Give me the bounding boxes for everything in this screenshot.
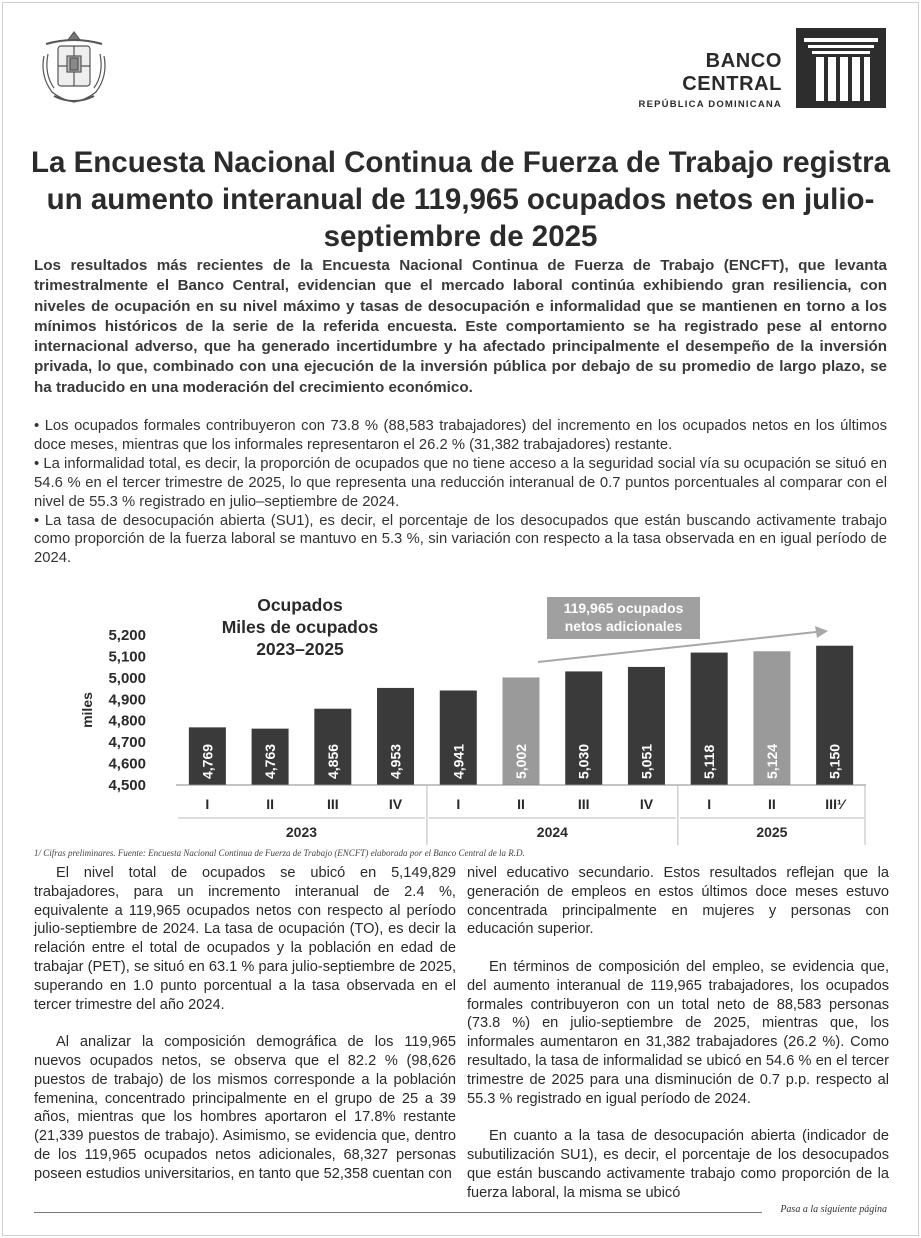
body-paragraph: El nivel total de ocupados se ubicó en 5,149,829 trabajadores, para un incremento interanual de 2.4 %, equivalente a 119,965 ocupados netos con respecto al período julio-septiembre de 2024. La tasa de ocupación (TO), es decir la relación entre el total de ocupados y la población en edad de trabajar (PET), se situó en 63.1 % para julio-septiembre de 2025, superando en 1.0 punto porcentual a la tasa observada en el tercer trimestre del año 2024. [34,865,456,1013]
bank-logo-icon [796,28,886,108]
x-category-label: II [768,796,776,812]
body-paragraph: Al analizar la composición demográfica de los 119,965 nuevos ocupados netos, se observa que el 82.2 % (98,626 puestos de trabajo) de los mismos corresponde a la población femenina, concentrado principalmente en el grupo de 25 a 39 años, mientras que los hombres aportaron el 17.8% restante (21,339 puestos de trabajo). Asimismo, se evidencia que, dentro de los 119,965 ocupados netos adicionales, 68,327 personas poseen estudios universitarios, en tanto que 52,358 cuentan con [34,1034,456,1182]
bullet-list [34,417,887,568]
headline: La Encuesta Nacional Continua de Fuerza de Trabajo registra un aumento interanual de 119,965 ocupados netos en julio-septiembre de 2025 [30,146,890,253]
bar-value-label: 4,856 [324,743,341,779]
bar-value-label: 5,150 [826,743,843,779]
x-category-label: I [205,796,210,812]
x-category-label: III [326,796,339,812]
body-column-right [467,864,889,1221]
body-column-left [34,864,456,1202]
chart-title-line: Miles de ocupados [221,617,379,637]
body-paragraph: nivel educativo secundario. Estos resultados reflejan que la generación de empleos en estos últimos doce meses estuvo concentrada principalmente en mujeres y personas con educación superior. [467,865,889,938]
bar-value-label: 4,769 [199,743,216,779]
y-tick-label: 4,700 [108,734,146,752]
coat-of-arms-icon [34,26,114,106]
y-tick-label: 5,200 [108,627,146,644]
chart-title-line: Ocupados [257,595,343,615]
lead-paragraph: Los resultados más recientes de la Encuesta Nacional Continua de Fuerza de Trabajo (ENCFT), que levanta trimestralmente el Banco Central, evidencian que el mercado laboral continúa exhibiendo gran resiliencia, con niveles de ocupación en su nivel máximo y tasas de desocupación e informalidad que se mantienen en torno a los mínimos históricos de la serie de la referida encuesta. Este comportamiento se ha registrado pese al entorno internacional adverso, que ha generado incertidumbre y ha afectado principalmente el desempeño de la inversión privada, lo que, combinado con una ejecución de la inversión pública por debajo de su promedio de largo plazo, se ha traducido en una moderación del crecimiento económico. [34,257,887,396]
body-paragraph: En términos de composición del empleo, se evidencia que, del aumento interanual de 119,965 trabajadores, los ocupados formales contribuyeron con un total neto de 88,583 personas (73.8 %) en julio-septiembre de 2025, mientras que, los informales aumentaron en 31,382 trabajadores (26.2 %). Como resultado, la tasa de informalidad se ubicó en 54.6 % en el tercer trimestre de 2025 para una disminución de 0.7 p.p. respecto al 55.3 % registrado en igual período de 2024. [467,958,889,1107]
chart-title-line: 2023–2025 [256,639,344,659]
y-axis-label: miles [79,692,95,728]
bottom-rule [34,1212,762,1213]
year-label: 2025 [756,824,788,840]
x-category-label: II [517,796,525,812]
bullet-item: • Los ocupados formales contribuyeron con 73.8 % (88,583 trabajadores) del incremento en los ocupados netos en los últimos doce meses, mientras que los informales representaron el 26.2 % (31,382 trabajadores) restante. [34,418,887,453]
bar-value-label: 5,002 [513,743,529,779]
y-tick-label: 4,800 [108,712,146,730]
continue-note: Pasa a la siguiente página [780,1204,887,1215]
body-paragraph: En cuanto a la tasa de desocupación abierta (indicador de subutilización SU1), es decir, el porcentaje de los desocupados que están buscando activamente trabajo como proporción de la fuerza laboral, la misma se ubicó [467,1128,889,1201]
bar-value-label: 5,118 [701,744,718,779]
chart-footnote: 1/ Cifras preliminares. Fuente: Encuesta Nacional Continua de Fuerza de Trabajo (ENCFT) elaborada por el Banco Central de la R.D. [34,848,525,858]
x-category-label: I [707,796,712,812]
x-category-label: I [456,796,461,812]
bar-value-label: 4,763 [262,743,279,779]
y-tick-label: 4,600 [108,755,146,773]
bar-value-label: 5,124 [763,743,780,779]
bank-wordmark [600,50,782,110]
year-label: 2024 [536,824,568,840]
employment-bar-chart [76,590,866,850]
y-tick-label: 5,000 [108,669,146,687]
x-category-label: III¹⁄ [825,796,844,812]
trend-arrow-head [815,626,828,638]
year-label: 2023 [285,824,318,840]
x-category-label: III [577,796,590,812]
x-category-label: IV [639,796,654,812]
bullet-item: • La tasa de desocupación abierta (SU1), es decir, el porcentaje de los desocupados que están buscando activamente trabajo como proporción de la fuerza laboral se mantuvo en 5.3 %, sin variación con respecto a la tasa observada en en igual período de 2024. [34,512,887,567]
y-tick-label: 4,500 [108,777,146,794]
bar-value-label: 4,953 [387,743,404,779]
y-tick-label: 4,900 [108,691,146,709]
bank-name: BANCO CENTRAL [682,50,782,95]
bank-country: REPÚBLICA DOMINICANA [638,99,782,110]
bar-value-label: 5,030 [575,743,592,779]
x-category-label: II [266,796,274,812]
y-tick-label: 5,100 [108,648,146,666]
x-category-label: IV [388,796,403,812]
annotation-line: netos adicionales [564,618,683,634]
bullet-item: • La informalidad total, es decir, la proporción de ocupados que no tiene acceso a la seguridad social vía su ocupación se situó en 54.6 % en el tercer trimestre de 2025, lo que representa una reducción interanual de 0.7 puntos porcentuales al comparar con el nivel de 55.3 % registrado en julio–septiembre de 2024. [34,455,887,510]
bar-value-label: 5,051 [638,743,655,779]
bar-value-label: 4,941 [450,743,467,779]
annotation-line: 119,965 ocupados [563,600,684,616]
